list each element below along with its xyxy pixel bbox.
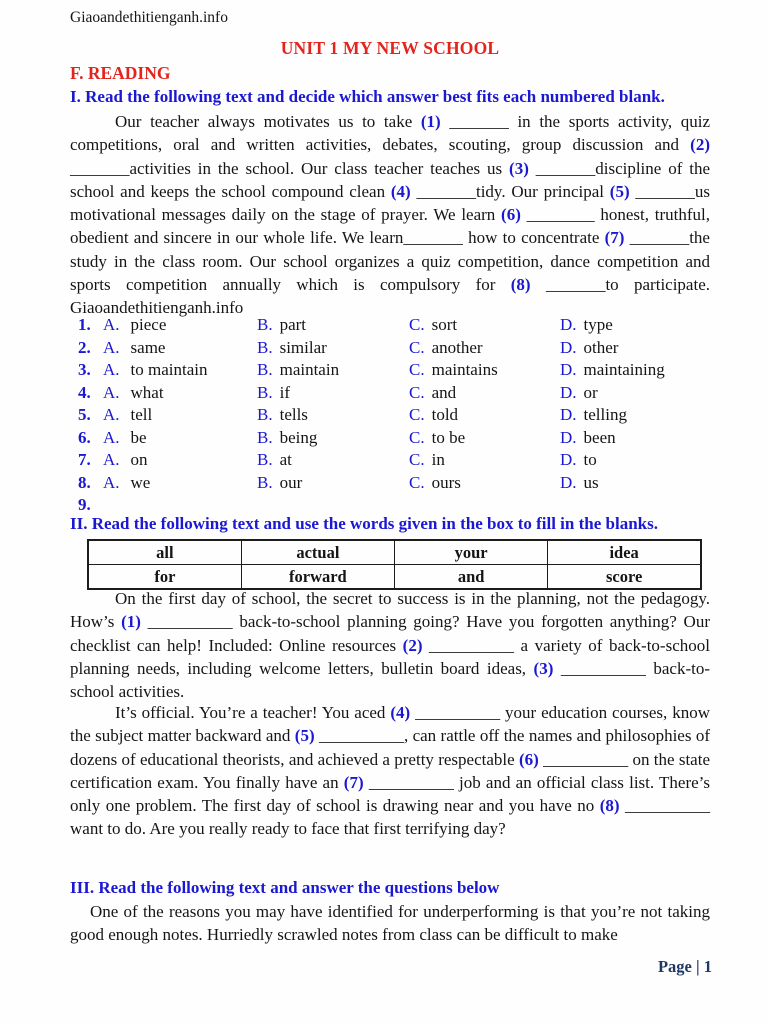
blank-number: (2) <box>690 135 710 155</box>
questions-grid <box>78 314 728 494</box>
blank-number: (3) <box>509 158 529 178</box>
option-d <box>560 382 728 405</box>
option-text: piece <box>130 315 167 334</box>
option-b <box>257 472 409 495</box>
option-letter: C. <box>409 472 425 492</box>
text-segment: __________ want to do. Are you really ready to face that first terrifying day? <box>70 796 711 839</box>
blank-number: (4) <box>390 181 411 201</box>
blank-number: (2) <box>402 635 423 655</box>
question-row <box>78 314 728 337</box>
option-d <box>560 314 728 337</box>
blank-number: (3) <box>533 658 554 678</box>
text-segment: ________ honest, truthful, obedient and sincere in our whole life. We learn_______ how to concentrate <box>70 205 710 248</box>
option-text: on <box>130 450 148 469</box>
option-c <box>409 472 560 495</box>
question-number: 1. <box>78 315 91 334</box>
text-segment: Our teacher always motivates us to take <box>115 112 421 131</box>
option-a <box>103 427 257 450</box>
option-text: sort <box>431 315 458 334</box>
text-segment: _______activities in the school. Our class teacher teaches us <box>70 158 510 178</box>
option-d <box>560 337 728 360</box>
option-letter: C. <box>409 315 425 334</box>
text-segment: _______tidy. Our principal <box>410 181 610 201</box>
option-text: type <box>583 315 613 334</box>
option-text: us <box>583 472 599 492</box>
question-row <box>78 427 728 450</box>
text-segment: On the first day of school, the secret to success is in the planning, not the pedagogy. How’s <box>70 589 710 632</box>
option-text: to <box>583 450 597 469</box>
option-text: at <box>279 450 292 469</box>
option-letter: B. <box>257 450 273 469</box>
option-d <box>560 472 728 495</box>
text-segment: __________, can rattle off the names and philosophies of dozens of educational theorists, and achieved a pretty respectable <box>70 726 710 769</box>
option-letter: A. <box>103 427 120 447</box>
option-a <box>103 314 257 337</box>
option-text: other <box>583 337 619 357</box>
option-a <box>103 449 257 472</box>
option-letter: A. <box>103 315 120 334</box>
word-cell: actual <box>241 540 394 565</box>
question-number: 3. <box>78 360 91 379</box>
question-number: 8. <box>78 472 91 492</box>
option-text: tells <box>279 405 308 424</box>
text-segment: __________ on the state certification exam. You finally have an <box>70 749 710 792</box>
option-text: similar <box>279 337 327 357</box>
text-segment: It’s official. You’re a teacher! You aced <box>115 703 391 722</box>
blank-number: (5) <box>609 181 630 201</box>
option-d <box>560 359 728 382</box>
option-a <box>103 359 257 382</box>
word-box-table <box>87 539 702 590</box>
option-letter: C. <box>409 450 425 469</box>
option-text: be <box>130 427 147 447</box>
option-letter: B. <box>257 427 273 447</box>
option-letter: B. <box>257 337 273 357</box>
option-text: what <box>130 382 164 402</box>
option-b <box>257 314 409 337</box>
option-letter: A. <box>103 337 120 357</box>
option-d <box>560 404 728 427</box>
option-letter: B. <box>257 405 273 424</box>
option-text: to maintain <box>130 360 208 379</box>
task2-paragraph-2 <box>70 701 710 841</box>
option-letter: D. <box>560 405 577 424</box>
question-row <box>78 404 728 427</box>
word-cell: idea <box>548 540 701 565</box>
option-text: our <box>279 472 303 492</box>
option-text: or <box>583 382 598 402</box>
option-text: and <box>431 382 457 402</box>
task1-heading: I. Read the following text and decide which answer best fits each numbered blank. <box>70 87 665 106</box>
word-cell: your <box>395 540 548 565</box>
option-letter: D. <box>560 382 577 402</box>
option-c <box>409 337 560 360</box>
word-cell: for <box>88 565 241 590</box>
word-cell: and <box>395 565 548 590</box>
option-text: if <box>279 382 290 402</box>
word-cell: forward <box>241 565 394 590</box>
option-text: in <box>431 450 445 469</box>
text-segment: _______us motivational messages daily on the stage of prayer. We learn <box>70 181 711 225</box>
task3-paragraph: One of the reasons you may have identified for underperforming is that you’re not taking good enough notes. Hurriedly scrawled notes from class can be difficult to make <box>70 902 710 945</box>
option-c <box>409 404 560 427</box>
option-letter: C. <box>409 360 425 379</box>
question-number: 4. <box>78 382 91 402</box>
option-letter: B. <box>257 472 273 492</box>
question-number: 7. <box>78 450 91 469</box>
option-letter: B. <box>257 360 273 379</box>
option-a <box>103 337 257 360</box>
option-letter: B. <box>257 315 273 334</box>
question-row <box>78 449 728 472</box>
option-letter: A. <box>103 382 120 402</box>
option-a <box>103 404 257 427</box>
option-a <box>103 382 257 405</box>
text-segment: __________ a variety of back-to-school planning needs, including welcome letters, bulletin board ideas, <box>70 635 710 678</box>
blank-number: (7) <box>604 228 625 248</box>
option-letter: C. <box>409 427 425 447</box>
option-text: being <box>279 427 318 447</box>
text-segment: _______discipline of the school and keeps the school compound clean <box>70 158 711 201</box>
blank-number: (5) <box>294 726 315 746</box>
option-text: told <box>431 405 459 424</box>
option-text: ours <box>431 472 461 492</box>
option-letter: D. <box>560 450 577 469</box>
option-letter: D. <box>560 360 577 379</box>
question-row <box>78 472 728 495</box>
option-text: we <box>130 472 151 492</box>
option-letter: D. <box>560 315 577 334</box>
option-text: to be <box>431 427 466 447</box>
option-letter: C. <box>409 337 425 357</box>
option-c <box>409 449 560 472</box>
option-text: telling <box>583 405 627 424</box>
blank-number: (1) <box>420 112 441 131</box>
question-row <box>78 359 728 382</box>
option-c <box>409 314 560 337</box>
text-segment: _______to participate. Giaoandethitienganh.info <box>70 275 710 318</box>
site-header: Giaoandethitienganh.info <box>70 9 228 26</box>
question-number: 6. <box>78 427 91 447</box>
text-segment: _______ in the sports activity, quiz competitions, oral and written activities, debates, scouting, group discussion and <box>70 112 710 155</box>
option-c <box>409 359 560 382</box>
option-text: maintains <box>431 360 498 379</box>
question-number: 2. <box>78 337 91 357</box>
option-b <box>257 359 409 382</box>
option-b <box>257 382 409 405</box>
option-text: maintaining <box>583 360 665 379</box>
question-9-number: 9. <box>78 495 91 514</box>
option-letter: D. <box>560 337 577 357</box>
option-text: been <box>583 427 616 447</box>
reading-section-label: F. READING <box>70 63 171 83</box>
question-number: 5. <box>78 405 91 424</box>
blank-number: (8) <box>510 275 531 295</box>
blank-number: (4) <box>390 703 411 722</box>
option-b <box>257 427 409 450</box>
option-letter: A. <box>103 405 120 424</box>
task2-heading: II. Read the following text and use the words given in the box to fill in the blanks. <box>70 514 658 533</box>
task2-paragraph-1 <box>70 587 710 703</box>
option-a <box>103 472 257 495</box>
question-row <box>78 382 728 405</box>
option-c <box>409 427 560 450</box>
option-text: tell <box>130 405 153 424</box>
question-row <box>78 337 728 360</box>
page-number: Page | 1 <box>657 957 712 976</box>
word-cell: all <box>88 540 241 565</box>
option-letter: D. <box>560 427 577 447</box>
option-letter: A. <box>103 360 120 379</box>
option-d <box>560 449 728 472</box>
option-text: another <box>431 337 483 357</box>
option-letter: A. <box>103 450 120 469</box>
option-b <box>257 337 409 360</box>
task3-heading: III. Read the following text and answer the questions below <box>70 878 500 897</box>
option-letter: D. <box>560 472 577 492</box>
text-segment: _______the study in the class room. Our school organizes a quiz competition, dance competition and sports competition annually which is compulsory for <box>70 228 710 295</box>
blank-number: (7) <box>343 772 364 792</box>
blank-number: (6) <box>519 749 539 769</box>
text-segment: __________ back-to-school planning going? Have you forgotten anything? Our checklist can help! Included: Online resources <box>70 612 710 655</box>
text-segment: __________ job and an official class list. There’s only one problem. The first day of school is drawing near and you have no <box>70 772 710 816</box>
blank-number: (6) <box>501 205 521 225</box>
option-letter: C. <box>409 405 425 424</box>
word-cell: score <box>548 565 701 590</box>
option-text: same <box>130 337 166 357</box>
text-segment: __________ your education courses, know the subject matter backward and <box>70 703 710 746</box>
option-letter: B. <box>257 382 273 402</box>
option-text: maintain <box>279 360 340 379</box>
text-segment: __________ back-to-school activities. <box>70 658 710 702</box>
option-letter: A. <box>103 472 120 492</box>
option-b <box>257 404 409 427</box>
option-letter: C. <box>409 382 425 402</box>
word-box-row <box>88 565 701 590</box>
option-text: part <box>279 315 307 334</box>
unit-title: UNIT 1 MY NEW SCHOOL <box>280 38 500 58</box>
option-b <box>257 449 409 472</box>
task1-paragraph <box>70 110 710 320</box>
blank-number: (1) <box>121 612 141 632</box>
option-d <box>560 427 728 450</box>
blank-number: (8) <box>599 796 620 816</box>
word-box-row <box>88 540 701 565</box>
option-c <box>409 382 560 405</box>
